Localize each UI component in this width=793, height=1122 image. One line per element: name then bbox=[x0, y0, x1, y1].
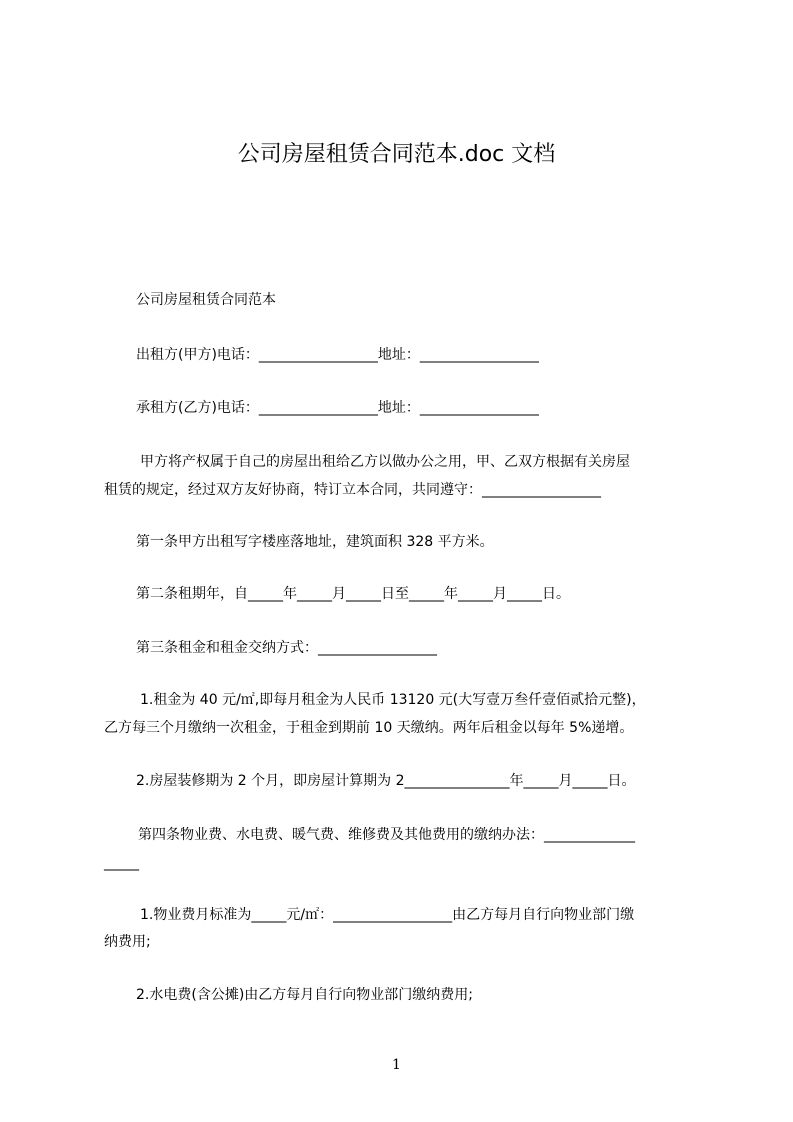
article-3-item-1-line-2: 乙方每三个月缴纳一次租金，于租金到期前 10 天缴纳。两年后租金以每年 5%递增。 bbox=[104, 720, 634, 736]
preamble-line-1: 甲方将产权属于自己的房屋出租给乙方以做办公之用，甲、乙双方根据有关房屋 bbox=[140, 454, 630, 470]
lessor-info-line: 出租方(甲方)电话：_________________地址：_________________ bbox=[136, 347, 539, 363]
article-4-line-2: _____ bbox=[104, 855, 139, 871]
document-title: 公司房屋租赁合同范本.doc 文档 bbox=[237, 142, 556, 167]
article-4-item-2: 2.水电费(含公摊)由乙方每月自行向物业部门缴纳费用; bbox=[136, 987, 473, 1003]
article-4-item-1-line-2: 纳费用; bbox=[104, 934, 151, 950]
page-number: 1 bbox=[392, 1057, 401, 1073]
preamble-line-2: 租赁的规定，经过双方友好协商，特订立本合同，共同遵守：_________________ bbox=[104, 482, 601, 498]
article-4-line-1: 第四条物业费、水电费、暖气费、维修费及其他费用的缴纳办法：_____________ bbox=[138, 827, 635, 843]
article-2: 第二条租期年，自_____年_____月_____日至_____年_____月_____日。 bbox=[136, 586, 570, 602]
article-1: 第一条甲方出租写字楼座落地址，建筑面积 328 平方米。 bbox=[136, 534, 494, 550]
lessee-info-line: 承租方(乙方)电话：_________________地址：_________________ bbox=[136, 400, 539, 416]
contract-heading: 公司房屋租赁合同范本 bbox=[136, 292, 276, 308]
article-3-item-1-line-1: 1.租金为 40 元/㎡,即每月租金为人民币 13120 元(大写壹万叁仟壹佰贰拾元整)， bbox=[140, 692, 646, 708]
article-3: 第三条租金和租金交纳方式：_________________ bbox=[136, 640, 437, 656]
article-3-item-2: 2.房屋装修期为 2 个月，即房屋计算期为 2_______________年_____月_____日。 bbox=[136, 773, 636, 789]
article-4-item-1-line-1: 1.物业费月标准为_____元/㎡：_________________由乙方每月自行向物业部门缴 bbox=[140, 907, 635, 923]
